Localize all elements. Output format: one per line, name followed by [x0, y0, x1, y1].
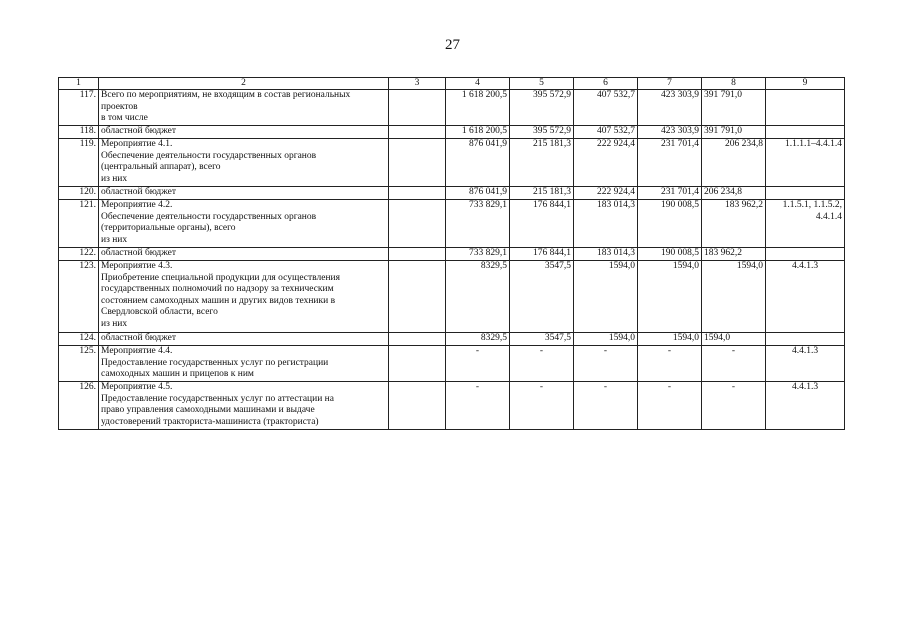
row-target: 1.1.1.1–4.4.1.4 — [766, 139, 845, 187]
row-target — [766, 126, 845, 139]
row-total: 733 829,1 — [446, 248, 510, 261]
header-col-4: 4 — [446, 78, 510, 90]
row-target: 4.4.1.3 — [766, 261, 845, 333]
row-name: областной бюджет — [99, 333, 389, 346]
row-year4: 1594,0 — [702, 261, 766, 333]
row-year1: 215 181,3 — [510, 187, 574, 200]
row-target: 4.4.1.3 — [766, 382, 845, 430]
row-number: 123. — [59, 261, 99, 333]
row-year3: 423 303,9 — [638, 126, 702, 139]
row-year1: - — [510, 382, 574, 430]
row-year2: 183 014,3 — [574, 200, 638, 248]
row-year4: 183 962,2 — [702, 200, 766, 248]
row-year2: 407 532,7 — [574, 126, 638, 139]
row-year3: 231 701,4 — [638, 139, 702, 187]
row-year2: 222 924,4 — [574, 139, 638, 187]
row-col3 — [389, 346, 446, 382]
row-target — [766, 248, 845, 261]
header-col-3: 3 — [389, 78, 446, 90]
row-total: 733 829,1 — [446, 200, 510, 248]
row-year4: 206 234,8 — [702, 139, 766, 187]
row-name: Мероприятие 4.2. Обеспечение деятельности государственных органов (территориальные органы), всего из них — [99, 200, 389, 248]
row-year2: 1594,0 — [574, 261, 638, 333]
row-target: 1.1.5.1, 1.1.5.2, 4.4.1.4 — [766, 200, 845, 248]
row-year3: 423 303,9 — [638, 90, 702, 126]
row-year3: - — [638, 346, 702, 382]
header-col-5: 5 — [510, 78, 574, 90]
header-col-6: 6 — [574, 78, 638, 90]
table-row — [59, 382, 845, 430]
row-number: 117. — [59, 90, 99, 126]
table-row — [59, 261, 845, 333]
header-col-8: 8 — [702, 78, 766, 90]
row-number: 118. — [59, 126, 99, 139]
row-name: областной бюджет — [99, 187, 389, 200]
row-total: 8329,5 — [446, 261, 510, 333]
table-row — [59, 248, 845, 261]
row-name: Мероприятие 4.5. Предоставление государственных услуг по аттестации на право управления самоходными машинами и выдаче удостоверений тракториста-машиниста (тракториста) — [99, 382, 389, 430]
row-number: 122. — [59, 248, 99, 261]
row-total: 876 041,9 — [446, 139, 510, 187]
row-target: 4.4.1.3 — [766, 346, 845, 382]
row-year2: - — [574, 382, 638, 430]
budget-table — [58, 77, 845, 430]
row-col3 — [389, 90, 446, 126]
row-number: 121. — [59, 200, 99, 248]
row-target — [766, 187, 845, 200]
row-col3 — [389, 126, 446, 139]
row-year2: 1594,0 — [574, 333, 638, 346]
row-col3 — [389, 333, 446, 346]
header-col-7: 7 — [638, 78, 702, 90]
row-col3 — [389, 200, 446, 248]
row-year2: 407 532,7 — [574, 90, 638, 126]
row-year1: 395 572,9 — [510, 126, 574, 139]
row-year2: 183 014,3 — [574, 248, 638, 261]
row-year3: 190 008,5 — [638, 200, 702, 248]
page-number: 27 — [445, 37, 460, 53]
row-year4: - — [702, 382, 766, 430]
row-total: - — [446, 346, 510, 382]
row-name: Мероприятие 4.4. Предоставление государственных услуг по регистрации самоходных машин и прицепов к ним — [99, 346, 389, 382]
row-target — [766, 333, 845, 346]
table-row — [59, 346, 845, 382]
row-year3: - — [638, 382, 702, 430]
row-year1: 395 572,9 — [510, 90, 574, 126]
row-year3: 190 008,5 — [638, 248, 702, 261]
header-col-9: 9 — [766, 78, 845, 90]
row-name: Всего по мероприятиям, не входящим в состав региональных проектов в том числе — [99, 90, 389, 126]
row-total: 1 618 200,5 — [446, 126, 510, 139]
table-row — [59, 200, 845, 248]
header-row — [59, 78, 845, 90]
table-row — [59, 126, 845, 139]
row-year4: 183 962,2 — [702, 248, 766, 261]
row-number: 126. — [59, 382, 99, 430]
row-year1: 215 181,3 — [510, 139, 574, 187]
row-year1: - — [510, 346, 574, 382]
row-number: 120. — [59, 187, 99, 200]
row-total: 876 041,9 — [446, 187, 510, 200]
header-col-2: 2 — [99, 78, 389, 90]
row-name: Мероприятие 4.1. Обеспечение деятельности государственных органов (центральный аппарат), всего из них — [99, 139, 389, 187]
row-col3 — [389, 261, 446, 333]
row-year1: 3547,5 — [510, 333, 574, 346]
row-year3: 231 701,4 — [638, 187, 702, 200]
row-year4: 391 791,0 — [702, 90, 766, 126]
row-number: 124. — [59, 333, 99, 346]
row-year3: 1594,0 — [638, 333, 702, 346]
table-row — [59, 333, 845, 346]
table-row — [59, 90, 845, 126]
row-year2: 222 924,4 — [574, 187, 638, 200]
row-target — [766, 90, 845, 126]
row-col3 — [389, 139, 446, 187]
row-name: Мероприятие 4.3. Приобретение специальной продукции для осуществления государственных полномочий по надзору за техническим состоянием самоходных машин и других видов техники в Свердловской области, всего из них — [99, 261, 389, 333]
row-total: 8329,5 — [446, 333, 510, 346]
row-year2: - — [574, 346, 638, 382]
row-year1: 176 844,1 — [510, 248, 574, 261]
row-col3 — [389, 382, 446, 430]
row-total: - — [446, 382, 510, 430]
row-col3 — [389, 187, 446, 200]
row-number: 125. — [59, 346, 99, 382]
row-name: областной бюджет — [99, 126, 389, 139]
row-year4: - — [702, 346, 766, 382]
row-number: 119. — [59, 139, 99, 187]
row-name: областной бюджет — [99, 248, 389, 261]
row-year4: 1594,0 — [702, 333, 766, 346]
row-total: 1 618 200,5 — [446, 90, 510, 126]
row-year1: 3547,5 — [510, 261, 574, 333]
row-year1: 176 844,1 — [510, 200, 574, 248]
row-year4: 391 791,0 — [702, 126, 766, 139]
row-year3: 1594,0 — [638, 261, 702, 333]
row-col3 — [389, 248, 446, 261]
table-row — [59, 187, 845, 200]
header-col-1: 1 — [59, 78, 99, 90]
table-row — [59, 139, 845, 187]
row-year4: 206 234,8 — [702, 187, 766, 200]
